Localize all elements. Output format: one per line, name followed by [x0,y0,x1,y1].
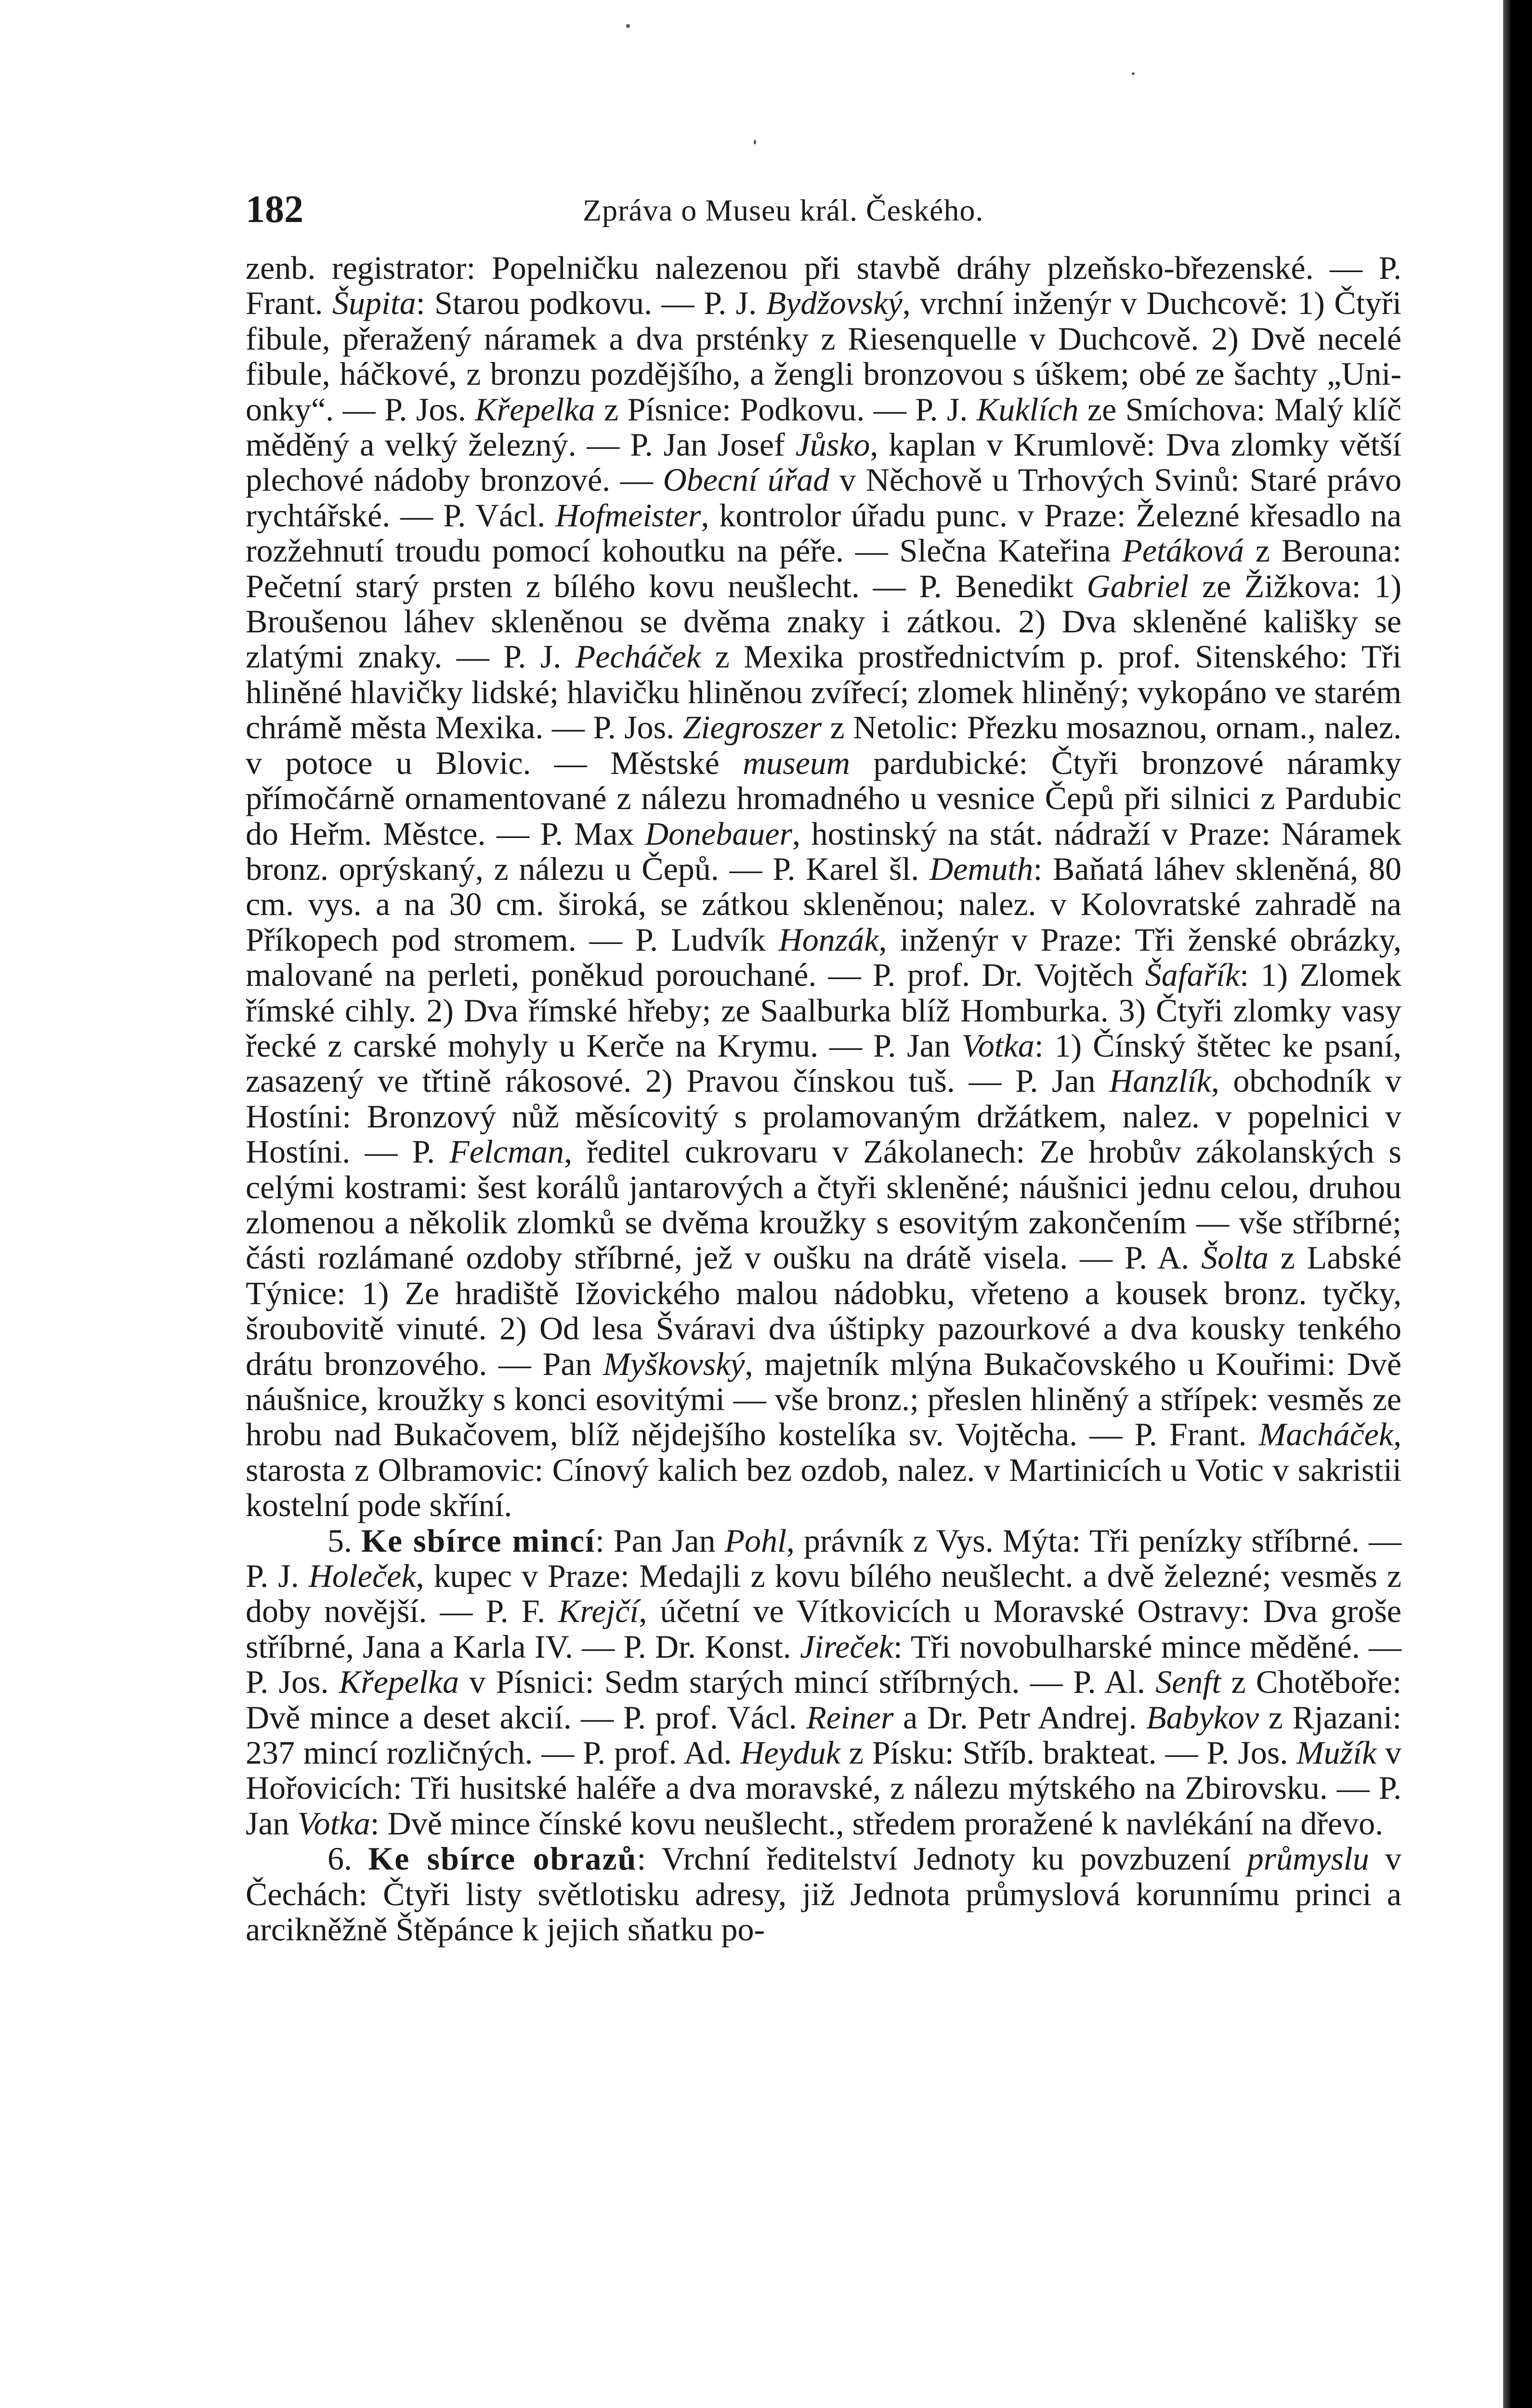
text-run: v Písnici: Sedm starých mincí stříbrných. — P. Al. [459,1663,1156,1701]
text-run: , právník z Vys. Mýta: Tři penízky stříbrné. — P. J. [246,1522,1402,1595]
text-run: z Písnice: Podkovu. — P. J. [595,391,977,428]
body-text [246,250,1401,1948]
italic-name: Felcman [449,1133,564,1170]
text-run: z Chotěboře: Dvě mince a deset akcií. — P. prof. Václ. [246,1663,1401,1736]
paragraph [246,1841,1401,1947]
scan-speck [754,140,756,144]
italic-name: Ziegroszer [682,709,822,746]
text-run: v Hořovicích: Tři husitské haléře a dva moravské, z nálezu mýtského na Zbirovsku. — P. Jan [246,1734,1401,1842]
italic-name: Kuklích [976,391,1079,428]
italic-name: Demuth [930,850,1034,887]
italic-name: Donebauer [645,815,792,852]
italic-name: Krejčí [558,1593,639,1630]
text-run: z Netolic: Přezku mosaznou, ornam., nalez. v potoce u Blovic. — Městské [246,709,1401,781]
text-run: : 1) Zlomek římské cihly. 2) Dva římské hřeby; ze Saalburka blíž Homburka. 3) Čtyři zlomky vasy řecké z carské mohyly u Kerče na Krymu. — P. Jan [246,956,1402,1064]
italic-name: Myškovský [603,1345,745,1382]
text-run: : Pan Jan [595,1522,725,1559]
text-run: v Něchově u Trhových Svinů: Staré právo rychtářské. — P. Václ. [246,461,1401,534]
italic-name: Křepelka [475,391,595,428]
text-run: z Berouna: Pečetní starý prsten z bílého kovu neušlecht. — P. Benedikt [246,532,1402,604]
book-page [246,173,1401,1948]
text-run: , účetní ve Vítkovicích u Moravské Ostravy: Dva groše stříbrné, Jana a Karla IV. — P. Dr. Konst. [246,1593,1401,1665]
text-run: , kontrolor úřadu punc. v Praze: Železné křesadlo na rozžehnutí troudu pomocí kohoutku na péře. — Slečna Kateřina [246,497,1402,569]
text-run: ze Smíchova: Malý klíč měděný a velký železný. — P. Jan Josef [246,391,1401,463]
italic-name: Heyduk [740,1734,840,1771]
italic-name: Macháček [1258,1416,1393,1453]
text-run: : Dvě mince čínské kovu neušlecht., středem proražené k navlékání na dřevo. [370,1805,1384,1842]
text-run: , vrchní inženýr v Duchcově: 1) Čtyři fibule, přeražený náramek a dva prsténky z Riesenquelle v Duchcově. 2) Dvě necelé fibule, háčkové, z bronzu pozdějšího, a žengli bronzovou s úškem; obé ze šachty „Uni-onky“. — P. Jos. [246,285,1401,428]
text-run: , kaplan v Krumlově: Dva zlomky větší plechové nádoby bronzové. — [246,426,1401,498]
italic-name: Hanzlík [1109,1062,1211,1099]
paragraph [246,250,1401,1523]
text-run: v Čechách: Čtyři listy světlotisku adresy, již Jednota průmyslová korunnímu princi a arcikněžně Štěpánce k jejich sňatku po- [246,1840,1402,1948]
text-run: a Dr. Petr Andrej. [893,1699,1147,1736]
text-run: , ředitel cukrovaru v Zákolanech: Ze hrobův zákolanských s celými kostrami: šest korálů jantarových a čtyři skleněné; náušnici jednu celou, druhou zlomenou a několik zlomků se dvěma kroužky s esovitým zakončením — vše stříbrné; části rozlámané ozdoby stříbrné, jež v oušku na drátě visela. — P. A. [246,1133,1402,1276]
text-run: , starosta z Olbramovic: Cínový kalich bez ozdob, nalez. v Martinicích u Votic v sakristii kostelní pode skříní. [246,1416,1401,1524]
text-run: z Rjazani: 237 mincí rozličných. — P. prof. Ad. [246,1699,1401,1771]
text-run: , obchodník v Hostíni: Bronzový nůž měsícovitý s prolamovaným držátkem, nalez. v popelnici v Hostíni. — P. [246,1062,1401,1170]
italic-name: Reiner [806,1699,894,1736]
italic-name: Křepelka [339,1663,459,1701]
italic-name: museum [743,744,851,781]
text-run: , inženýr v Praze: Tři ženské obrázky, malované na perleti, poněkud porouchané. — P. prof. Dr. Vojtěch [246,921,1401,994]
italic-name: Votka [961,1027,1034,1064]
italic-name: Holeček [308,1557,416,1595]
text-run: z Mexika prostřednictvím p. prof. Sitenského: Tři hliněné hlavičky lidské; hlavičku hliněnou zvířecí; zlomek hliněný; vykopáno ve starém chrámě města Mexika. — P. Jos. [246,638,1401,746]
text-run: ze Žižkova: 1) Broušenou láhev skleněnou se dvěma znaky i zátkou. 2) Dva skleněné kališky se zlatými znaky. — P. J. [246,567,1401,675]
italic-name: Šafařík [1145,956,1240,994]
text-run: , kupec v Praze: Medajli z kovu bílého neušlecht. a dvě železné; vesměs z doby novější. — P. F. [246,1557,1401,1630]
italic-name: Obecní úřad [663,461,830,498]
text-run: pardubické: Čtyři bronzové náramky přímočárně ornamentované z nálezu hromadného u vesnice Čepů při silnici z Pardubic do Heřm. Městce. — P. Max [246,744,1401,852]
paragraph [246,1523,1401,1842]
italic-name: Babykov [1146,1699,1259,1736]
text-run: : Baňatá láhev skleněná, 80 cm. vys. a na 30 cm. široká, se zátkou skleněnou; nalez. v Kolovratské zahradě na Příkopech pod stromem. — P. Ludvík [246,850,1401,958]
text-run: : Vrchní ředitelství Jednoty ku povzbuzení [637,1840,1247,1877]
section-heading: Ke sbírce obrazů [368,1840,637,1877]
italic-name: Bydžovský [766,285,903,322]
text-run: 6. [327,1840,368,1877]
italic-name: Petáková [1122,532,1244,569]
italic-name: Pecháček [575,638,701,675]
text-run: z Labské Týnice: 1) Ze hradiště Ižovického malou nádobku, vřeteno a kousek bronz. tyčky, šroubovitě vinuté. 2) Od lesa Šváravi dva úštipky pazourkové a dva kousky tenkého drátu bronzového. — Pan [246,1239,1401,1382]
text-run: : 1) Čínský štětec ke psaní, zasazený ve třtině rákosové. 2) Pravou čínskou tuš. — P. Jan [246,1027,1401,1099]
text-run: 5. [327,1522,362,1559]
scan-speck [1132,72,1135,75]
italic-name: Jireček [800,1628,893,1665]
text-run: : Starou podkovu. — P. J. [416,285,766,322]
text-run: , majetník mlýna Bukačovského u Kouřimi: Dvě náušnice, kroužky s konci esovitými — vše bronz.; přeslen hliněný a střípek: vesměs ze hrobu nad Bukačovem, blíž nějdejšího kostelíka sv. Vojtěcha. — P. Frant. [246,1345,1401,1453]
page-header [246,173,1401,236]
italic-name: Hofmeister [555,497,701,534]
italic-name: Pohl [724,1522,787,1559]
italic-name: průmyslu [1247,1840,1369,1877]
text-run: , hostinský na stát. nádraží v Praze: Náramek bronz. oprýskaný, z nálezu u Čepů. — P. Karel šl. [246,815,1401,887]
italic-name: Mužík [1296,1734,1377,1771]
italic-name: Gabriel [1087,567,1189,604]
italic-name: Šolta [1201,1239,1269,1276]
italic-name: Votka [297,1805,370,1842]
page-number: 182 [246,188,303,231]
italic-name: Šupita [332,285,416,322]
text-run: zenb. registrator: Popelničku nalezenou při stavbě dráhy plzeňsko-březenské. — P. Frant. [246,249,1401,322]
running-title: Zpráva o Museu král. Českého. [583,193,984,227]
scan-border [1503,0,1532,2408]
text-run: z Písku: Stříb. brakteat. — P. Jos. [840,1734,1297,1771]
italic-name: Jůsko [795,426,870,463]
text-run: : Tři novobulharské mince měděné. — P. Jos. [246,1628,1402,1701]
section-heading: Ke sbírce mincí [361,1522,596,1559]
scan-speck [626,24,630,28]
italic-name: Honzák [778,921,879,958]
italic-name: Senft [1155,1663,1221,1701]
